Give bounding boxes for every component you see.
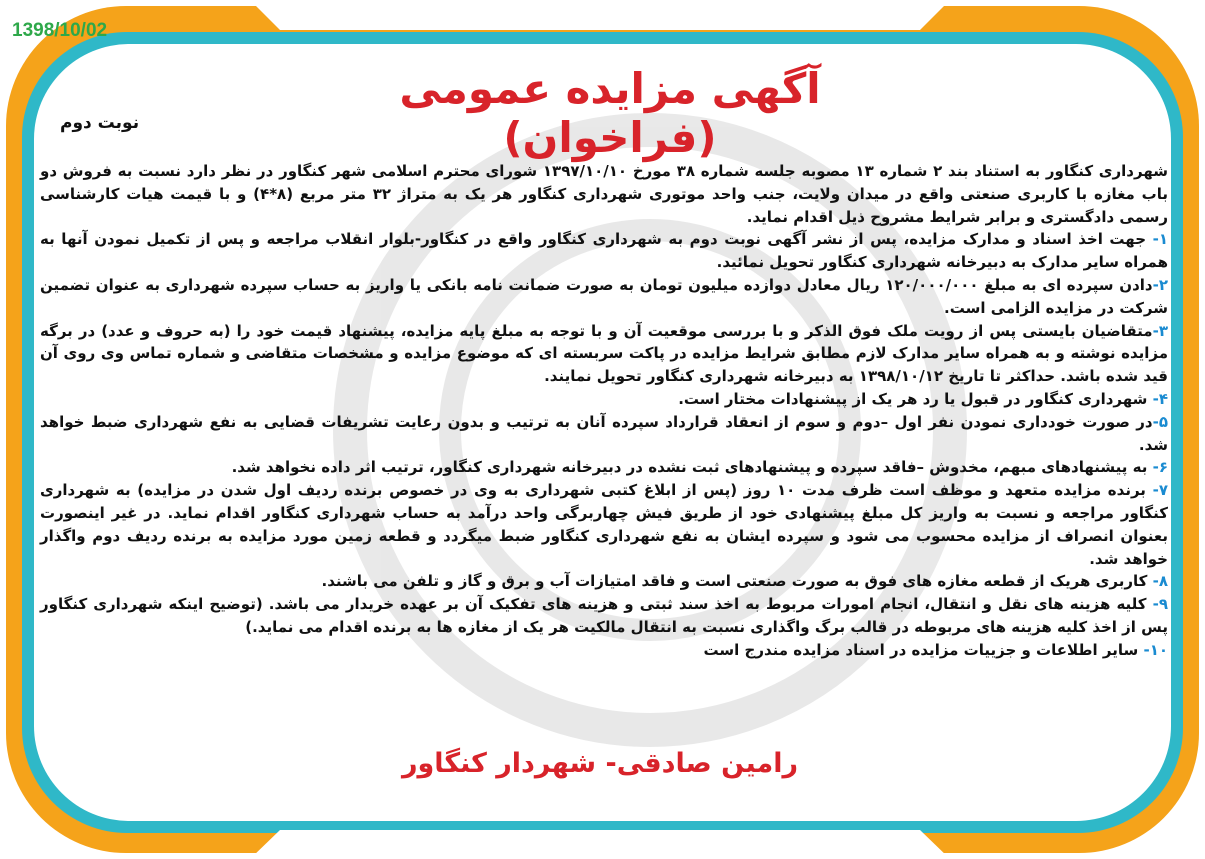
bottom-tab — [250, 830, 950, 859]
clause-number: ۳- — [1152, 321, 1168, 340]
clause-number: ۴- — [1152, 389, 1168, 408]
clause-9 — [40, 593, 1168, 639]
clause-4 — [40, 388, 1168, 411]
clause-number: ۲- — [1152, 275, 1168, 294]
clause-text: به پیشنهادهای مبهم، مخدوش –فاقد سپرده و پیشنهادهای ثبت نشده در دبیرخانه شهرداری کنگاور، ترتیب اثر داده نخواهد شد. — [231, 458, 1153, 477]
clause-7 — [40, 479, 1168, 570]
top-tab — [250, 0, 950, 30]
clause-6 — [40, 456, 1168, 479]
clause-text: کاربری هریک از قطعه مغازه های فوق به صورت صنعتی است و فاقد امتیازات آب و برق و گاز و تلفن می باشند. — [321, 572, 1153, 591]
clause-text: در صورت خودداری نمودن نفر اول –دوم و سوم از انعقاد قرارداد سپرده آنان به ترتیب و بدون رعایت تشریفات قضایی به نفع شهرداری ضبط خواهد شد. — [40, 412, 1168, 454]
clause-number: ۱- — [1152, 230, 1168, 249]
page-title: آگهی مزایده عمومی (فراخوان) — [399, 64, 821, 162]
clause-number: ۸- — [1152, 572, 1168, 591]
clause-text: متقاضیان بایستی پس از رویت ملک فوق الذکر و با بررسی موقعیت آن و با توجه به مبلغ پایه مزایده، پیشنهاد قیمت خود را (به حروف و عدد) در برگه مزایده نوشته و به همراه سایر مدارک لازم مطابق شرایط مزایده در پاکت سربسته ای که موضوع مزایده و مشخصات متقاضی و شماره تماس وی روی آن قید شده باشد. حداکثر تا تاریخ ۱۳۹۸/۱۰/۱۲ به دبیرخانه شهرداری کنگاور تحویل نمایند. — [40, 321, 1168, 386]
publish-date: 1398/10/02 — [12, 20, 108, 41]
clause-text: دادن سپرده ای به مبلغ ۱۲۰/۰۰۰/۰۰۰ ریال معادل دوازده میلیون تومان به صورت ضمانت نامه بانکی یا واریز به حساب سپرده شهرداری به عنوان تضمین شرکت در مزایده الزامی است. — [40, 275, 1168, 317]
clause-text: کلیه هزینه های نقل و انتقال، انجام امورات مربوط به اخذ سند ثبتی و هزینه های تفکیک آن بر عهده خریدار می باشد. (توضیح اینکه شهرداری کنگاور پس از اخذ کلیه هزینه های مربوطه در قالب برگ واگذاری نسبت به انتقال مالکیت هر یک از مغازه ها به برنده اقدام می نماید.) — [40, 595, 1168, 636]
clause-text: جهت اخذ اسناد و مدارک مزایده، پس از نشر آگهی نوبت دوم به شهرداری کنگاور واقع در کنگاور-بلوار انقلاب مراجعه و پس از تکمیل نمودن آنها به همراه سایر مدارک به دبیرخانه شهرداری کنگاور تحویل نمائید. — [40, 230, 1168, 272]
clause-8 — [40, 570, 1168, 593]
clause-2 — [40, 274, 1168, 320]
clause-1 — [40, 228, 1168, 274]
clause-10 — [40, 639, 1168, 662]
round-label: نوبت دوم — [60, 113, 140, 133]
clause-number: ۵- — [1152, 412, 1168, 431]
signature: رامین صادقی- شهردار کنگاور — [401, 748, 799, 779]
clause-number: ۱۰- — [1143, 640, 1168, 659]
clause-text: شهرداری کنگاور در قبول یا رد هر یک از پیشنهادات مختار است. — [678, 389, 1153, 408]
clause-5 — [40, 411, 1168, 457]
clause-text: سایر اطلاعات و جزییات مزایده در اسناد مزایده مندرج است — [703, 640, 1144, 659]
clause-number: ۹- — [1152, 595, 1168, 614]
clause-text: برنده مزایده متعهد و موظف است ظرف مدت ۱۰ روز (پس از ابلاغ کتبی شهرداری به وی در خصوص برنده ردیف اول شدن در مزایده) به شهرداری کنگاور مراجعه و نسبت به واریز کل مبلغ پیشنهادی خود از طریق فیش چهاربرگی واحد درآمد به حساب شهرداری کنگاور اقدام نماید. در غیر اینصورت بعنوان انصراف از مزایده محسوب می شود و سپرده ایشان به نفع شهرداری کنگاور ضبط میگردد و قطعه زمین مورد مزایده به برنده ردیف دوم واگذار خواهد شد. — [40, 481, 1168, 568]
announcement-body — [40, 160, 1168, 662]
clause-number: ۷- — [1152, 481, 1168, 500]
clause-3 — [40, 320, 1168, 388]
clause-number: ۶- — [1152, 458, 1168, 477]
intro-paragraph: شهرداری کنگاور به استناد بند ۲ شماره ۱۳ مصوبه جلسه شماره ۳۸ مورخ ۱۳۹۷/۱۰/۱۰ شورای محترم اسلامی شهر کنگاور در نظر دارد نسبت به فروش دو باب مغازه با کاربری صنعتی واقع در میدان ولایت، جنب واحد موتوری شهرداری کنگاور هر یک به متراژ ۳۲ متر مربع (۸*۴) و با قیمت هیات کارشناسی رسمی دادگستری و برابر شرایط مشروح ذیل اقدام نماید. — [40, 162, 1168, 226]
